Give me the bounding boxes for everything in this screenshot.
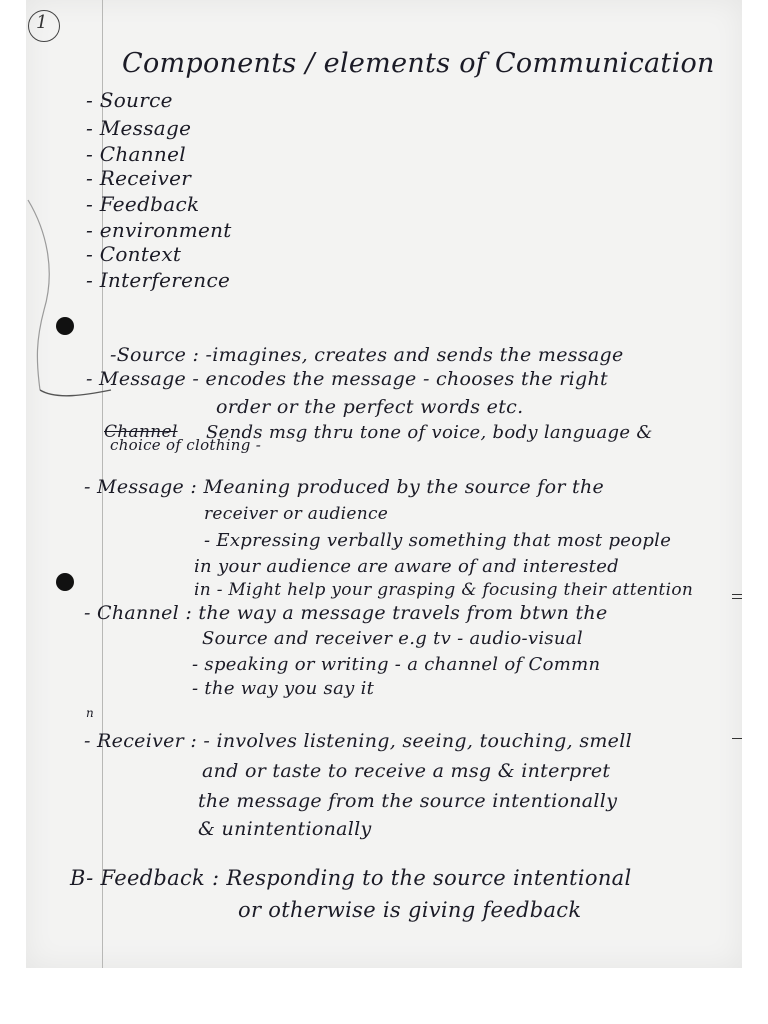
message-note: - Message - encodes the message - chooses the right [86,368,608,390]
receiver-definition: & unintentionally [198,818,372,840]
message-definition: in - Might help your grasping & focusing their attention [194,580,694,600]
message-definition: - Message : Meaning produced by the source for the [84,476,605,498]
receiver-definition: and or taste to receive a msg & interpret [202,760,611,782]
channel-definition: - the way you say it [192,678,375,699]
channel-definition: - speaking or writing - a channel of Commn [192,654,601,675]
component-item: - Channel [86,142,186,166]
component-item: - Source [86,88,173,112]
message-definition: - Expressing verbally something that most people [204,530,672,551]
component-item: - Receiver [86,166,192,190]
message-definition: receiver or audience [204,504,389,524]
channel-struck-word: Channel [104,422,178,442]
page-title: Components / elements of Communication [122,48,715,79]
channel-definition: Source and receiver e.g tv - audio-visual [202,628,583,649]
receiver-definition: the message from the source intentionally [198,790,618,812]
component-item: - Context [86,242,182,266]
margin-tick [732,598,742,599]
margin-mark: n [86,706,94,720]
channel-note-cont: choice of clothing - [110,436,262,454]
punch-hole [56,573,74,591]
margin-tick [732,594,742,595]
component-item: - Feedback [86,192,200,216]
message-definition: in your audience are aware of and interested [194,556,619,577]
component-item: - Message [86,116,192,140]
notebook-page [26,0,742,968]
receiver-definition: - Receiver : - involves listening, seeing, touching, smell [84,730,632,752]
source-note: -Source : -imagines, creates and sends the message [110,344,624,366]
channel-definition: - Channel : the way a message travels from btwn the [84,602,608,624]
margin-tick [732,738,742,739]
feedback-definition: or otherwise is giving feedback [238,898,582,922]
component-item: - Interference [86,268,231,292]
page-number: 1 [36,12,48,33]
component-item: - environment [86,218,232,242]
message-note-cont: order or the perfect words etc. [216,396,524,418]
feedback-definition: B- Feedback : Responding to the source intentional [70,866,632,890]
channel-note: Sends msg thru tone of voice, body language & [206,422,653,443]
